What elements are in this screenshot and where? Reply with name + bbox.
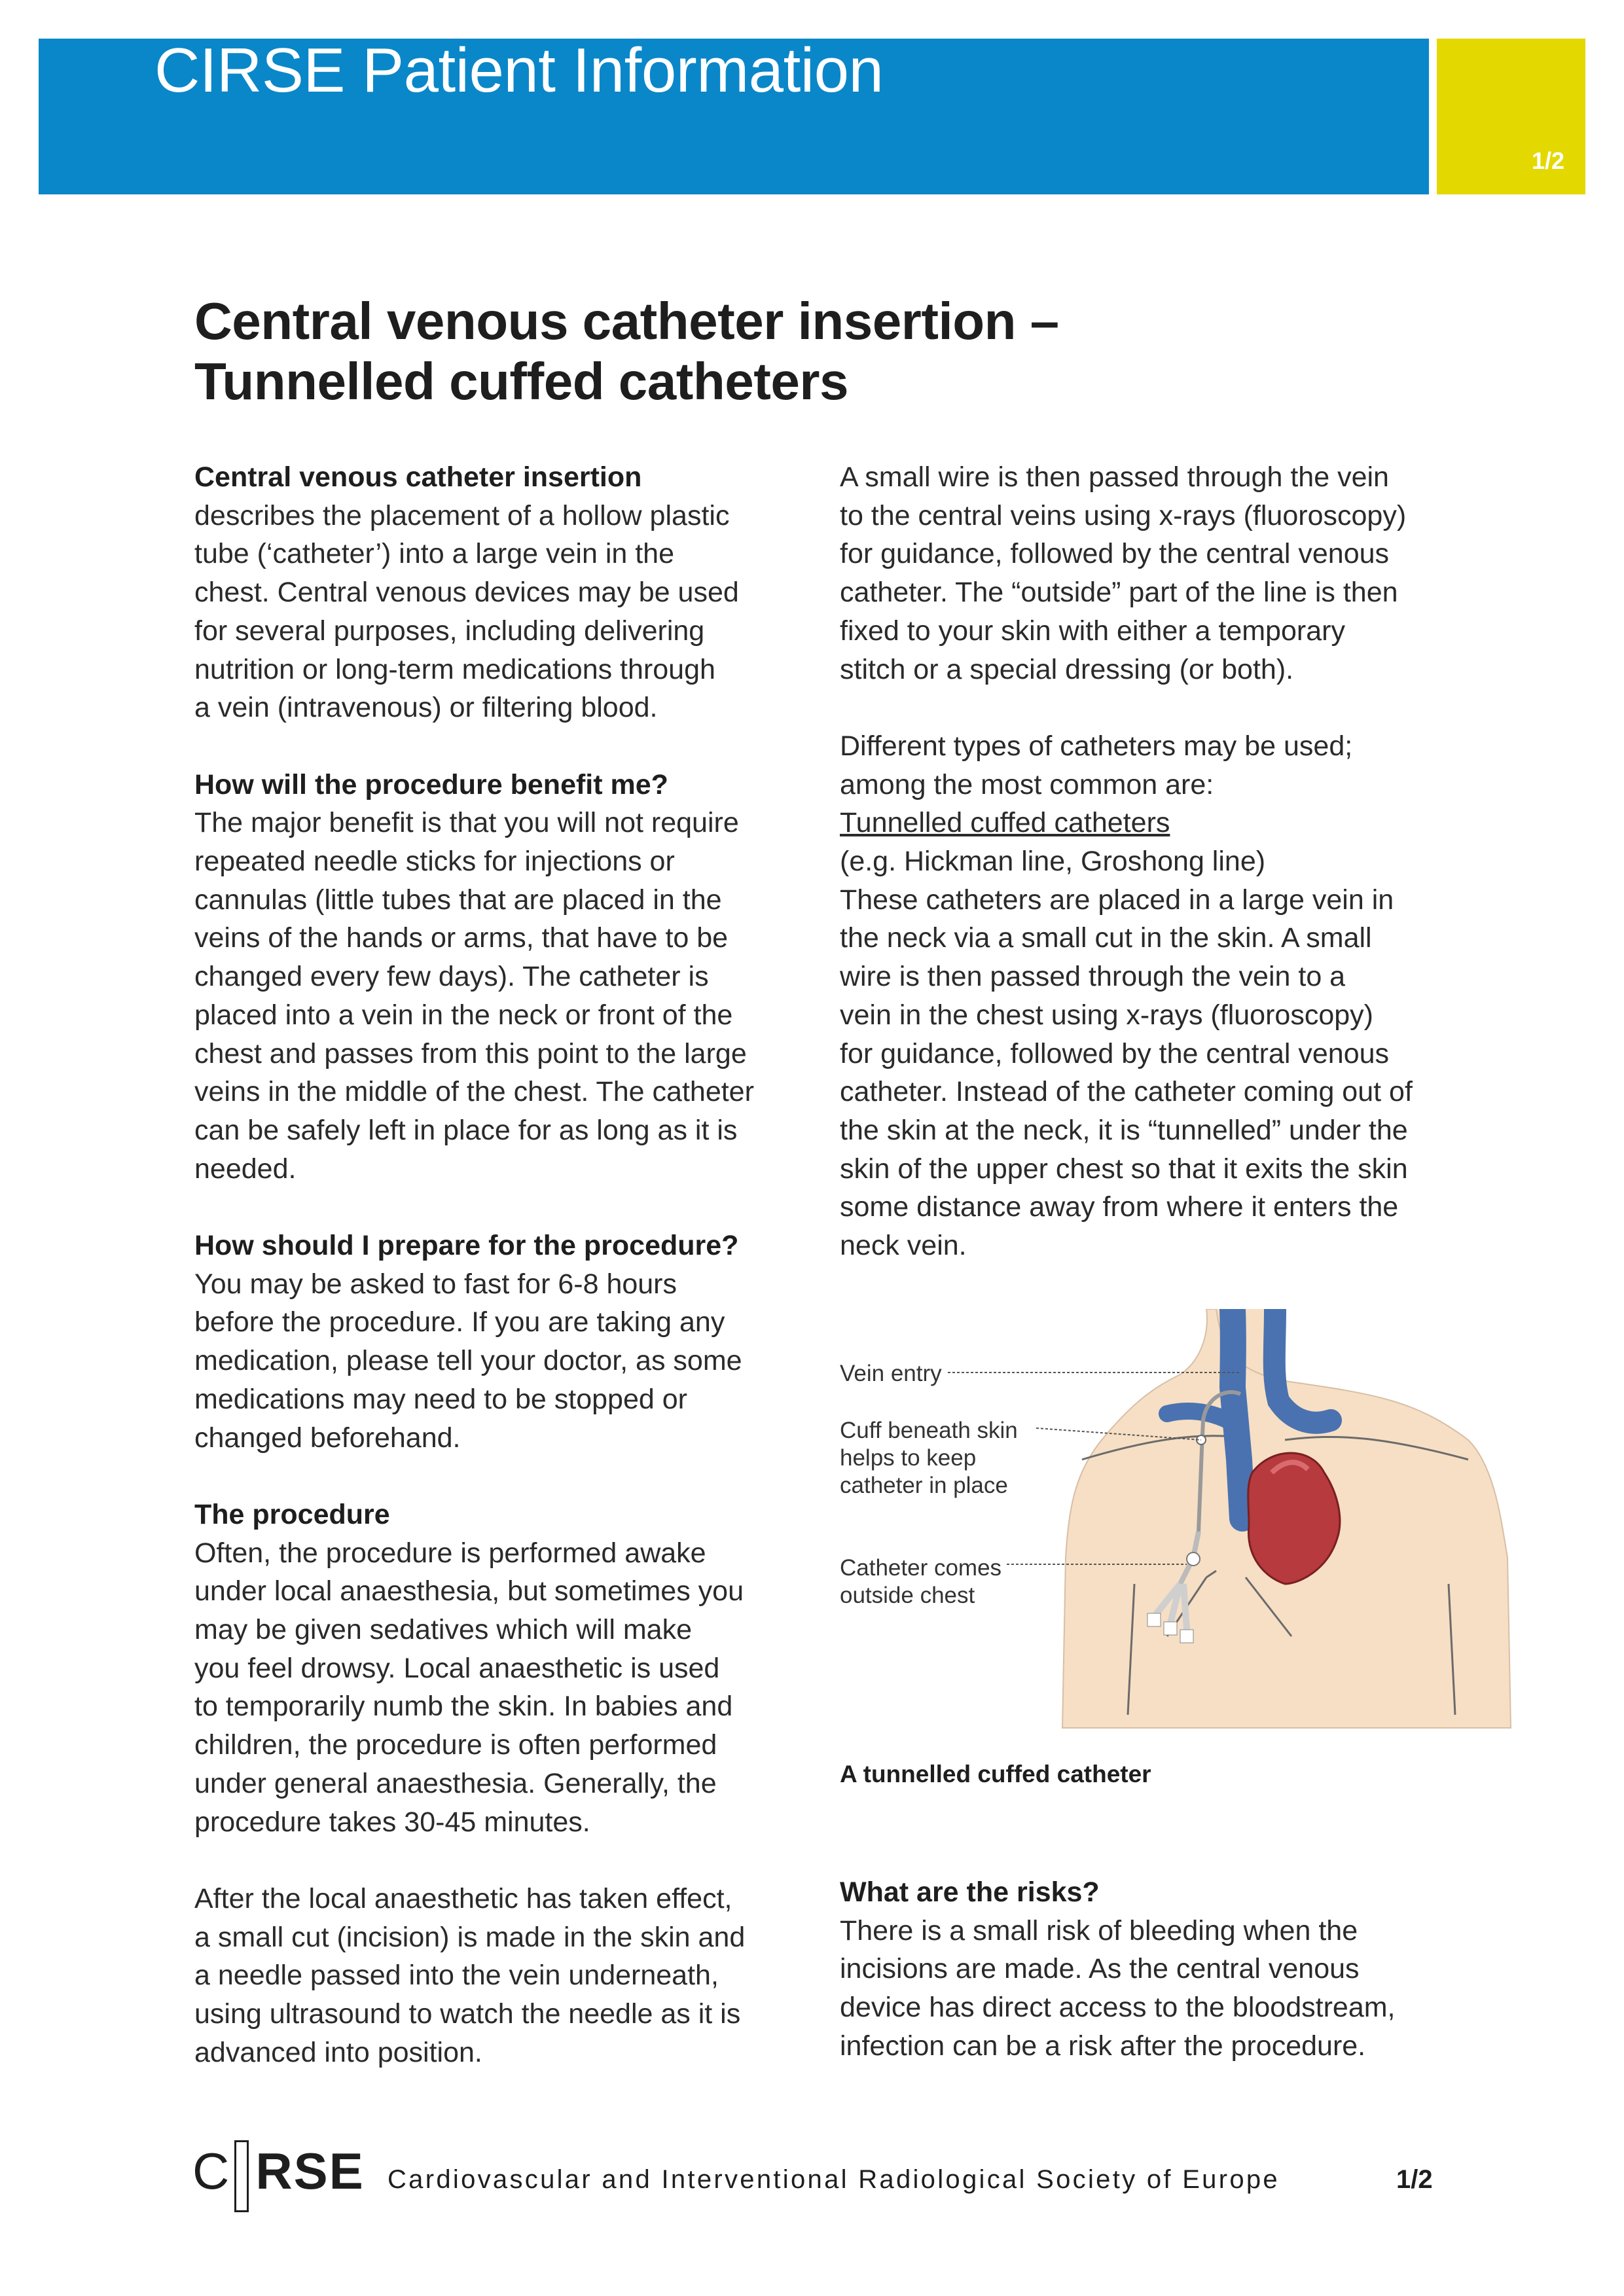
section-prepare (194, 1227, 790, 1457)
section-heading: What are the risks? (840, 1876, 1100, 1908)
jugular-vein (1233, 1309, 1242, 1518)
body-line: among the most common are: (840, 768, 1214, 800)
lumen-cap (1164, 1622, 1177, 1635)
document-title-line-2: Tunnelled cuffed catheters (194, 352, 849, 410)
body-line: for guidance, followed by the central venous (840, 538, 1390, 570)
section-after (194, 1880, 790, 2072)
section-heading: Central venous catheter insertion (194, 461, 642, 493)
footer-society-name: Cardiovascular and Interventional Radiological Society of Europe (388, 2165, 1280, 2194)
section-procedure (194, 1496, 790, 1841)
chest-illustration (840, 1309, 1521, 1754)
body-line: catheter. Instead of the catheter coming out of (840, 1076, 1413, 1108)
body-line: the neck via a small cut in the skin. A small (840, 922, 1372, 954)
body-line: stitch or a special dressing (or both). (840, 653, 1294, 685)
catheter-figure (840, 1309, 1521, 1754)
figure-caption: A tunnelled cuffed catheter (840, 1761, 1151, 1787)
body-line: fixed to your skin with either a temporary (840, 615, 1345, 647)
body-line: After the local anaesthetic has taken effect, (194, 1882, 732, 1914)
right-column (840, 458, 1435, 1303)
body-line: tube (‘catheter’) into a large vein in the (194, 538, 675, 570)
body-line: for several purposes, including delivering (194, 615, 705, 647)
body-line: before the procedure. If you are taking any (194, 1306, 725, 1338)
body-line: catheter. The “outside” part of the line is then (840, 577, 1398, 609)
body-line: wire is then passed through the vein to a (840, 961, 1346, 993)
header-page-number: 1/2 (1531, 147, 1564, 174)
body-line: Often, the procedure is performed awake (194, 1537, 706, 1569)
footer-page-number: 1/2 (1396, 2165, 1433, 2194)
body-line: children, the procedure is often performed (194, 1729, 717, 1761)
body-line: infection can be a risk after the procedure. (840, 2030, 1366, 2062)
label-exit: Catheter comes outside chest (840, 1555, 1002, 1608)
document-title (194, 291, 1176, 412)
header-title: CIRSE Patient Information (154, 35, 884, 105)
body-line: to temporarily numb the skin. In babies and (194, 1691, 733, 1723)
body-line: some distance away from where it enters the (840, 1191, 1399, 1223)
body-line: incisions are made. As the central venous (840, 1953, 1360, 1985)
label-vein-entry: Vein entry (840, 1361, 942, 1386)
section-risks (840, 1873, 1435, 2066)
body-line: advanced into position. (194, 2036, 482, 2068)
lumen-cap (1180, 1630, 1193, 1643)
body-line: Different types of catheters may be used; (840, 730, 1353, 762)
body-line: for guidance, followed by the central venous (840, 1037, 1390, 1069)
body-line: chest. Central venous devices may be used (194, 577, 739, 609)
catheter-type-heading: Tunnelled cuffed catheters (840, 807, 1170, 839)
body-line: chest and passes from this point to the large (194, 1037, 747, 1069)
body-line: may be given sedatives which will make (194, 1614, 692, 1646)
body-line: to the central veins using x-rays (fluoroscopy) (840, 499, 1407, 531)
body-line: you feel drowsy. Local anaesthetic is used (194, 1652, 720, 1684)
body-line: veins in the middle of the chest. The catheter (194, 1076, 754, 1108)
section-types (840, 727, 1435, 1265)
body-line: medications may need to be stopped or (194, 1383, 687, 1415)
label-cuff: Cuff beneath skin helps to keep catheter in place (840, 1418, 1018, 1498)
body-line: changed every few days). The catheter is (194, 961, 709, 993)
logo-i-mark (234, 2140, 249, 2212)
document-title-line-1: Central venous catheter insertion – (194, 292, 1059, 350)
body-line: veins of the hands or arms, that have to be (194, 922, 729, 954)
body-line: device has direct access to the bloodstream, (840, 1992, 1396, 2024)
body-line: can be safely left in place for as long as it is (194, 1114, 738, 1146)
body-line: cannulas (little tubes that are placed in the (194, 884, 722, 916)
cirse-logo: C RSE (192, 2140, 365, 2212)
header-page-tab (1437, 39, 1585, 194)
body-line: changed beforehand. (194, 1422, 461, 1454)
body-line: nutrition or long-term medications through (194, 653, 715, 685)
section-intro (194, 458, 790, 727)
section-heading: How will the procedure benefit me? (194, 768, 668, 800)
body-line: using ultrasound to watch the needle as it is (194, 1998, 741, 2030)
body-line: under local anaesthesia, but sometimes you (194, 1575, 744, 1607)
body-line: repeated needle sticks for injections or (194, 846, 675, 878)
body-line: a needle passed into the vein underneath, (194, 1960, 719, 1992)
body-line: The major benefit is that you will not require (194, 807, 739, 839)
body-line: A small wire is then passed through the vein (840, 461, 1389, 493)
body-line: the skin at the neck, it is “tunnelled” under the (840, 1114, 1408, 1146)
body-line: You may be asked to fast for 6-8 hours (194, 1268, 677, 1300)
section-wire (840, 458, 1435, 689)
body-line: These catheters are placed in a large vein in (840, 884, 1394, 916)
section-benefit (194, 766, 790, 1189)
section-heading: How should I prepare for the procedure? (194, 1230, 739, 1262)
section-heading: The procedure (194, 1498, 390, 1530)
body-line: procedure takes 30-45 minutes. (194, 1806, 590, 1838)
exit-site-marker (1187, 1552, 1200, 1566)
body-line: neck vein. (840, 1230, 967, 1262)
body-line: needed. (194, 1153, 297, 1185)
body-line: a small cut (incision) is made in the skin and (194, 1921, 746, 1953)
body-line: placed into a vein in the neck or front of the (194, 999, 733, 1031)
body-line: skin of the upper chest so that it exits the skin (840, 1153, 1408, 1185)
left-column (194, 458, 790, 2110)
body-line: There is a small risk of bleeding when the (840, 1914, 1358, 1946)
body-line: describes the placement of a hollow plastic (194, 499, 730, 531)
body-line: a vein (intravenous) or filtering blood. (194, 692, 658, 724)
body-line: under general anaesthesia. Generally, the (194, 1767, 717, 1799)
body-line: (e.g. Hickman line, Groshong line) (840, 846, 1266, 878)
lumen-cap (1147, 1613, 1161, 1626)
body-line: medication, please tell your doctor, as some (194, 1345, 742, 1377)
body-line: vein in the chest using x-rays (fluoroscopy) (840, 999, 1373, 1031)
